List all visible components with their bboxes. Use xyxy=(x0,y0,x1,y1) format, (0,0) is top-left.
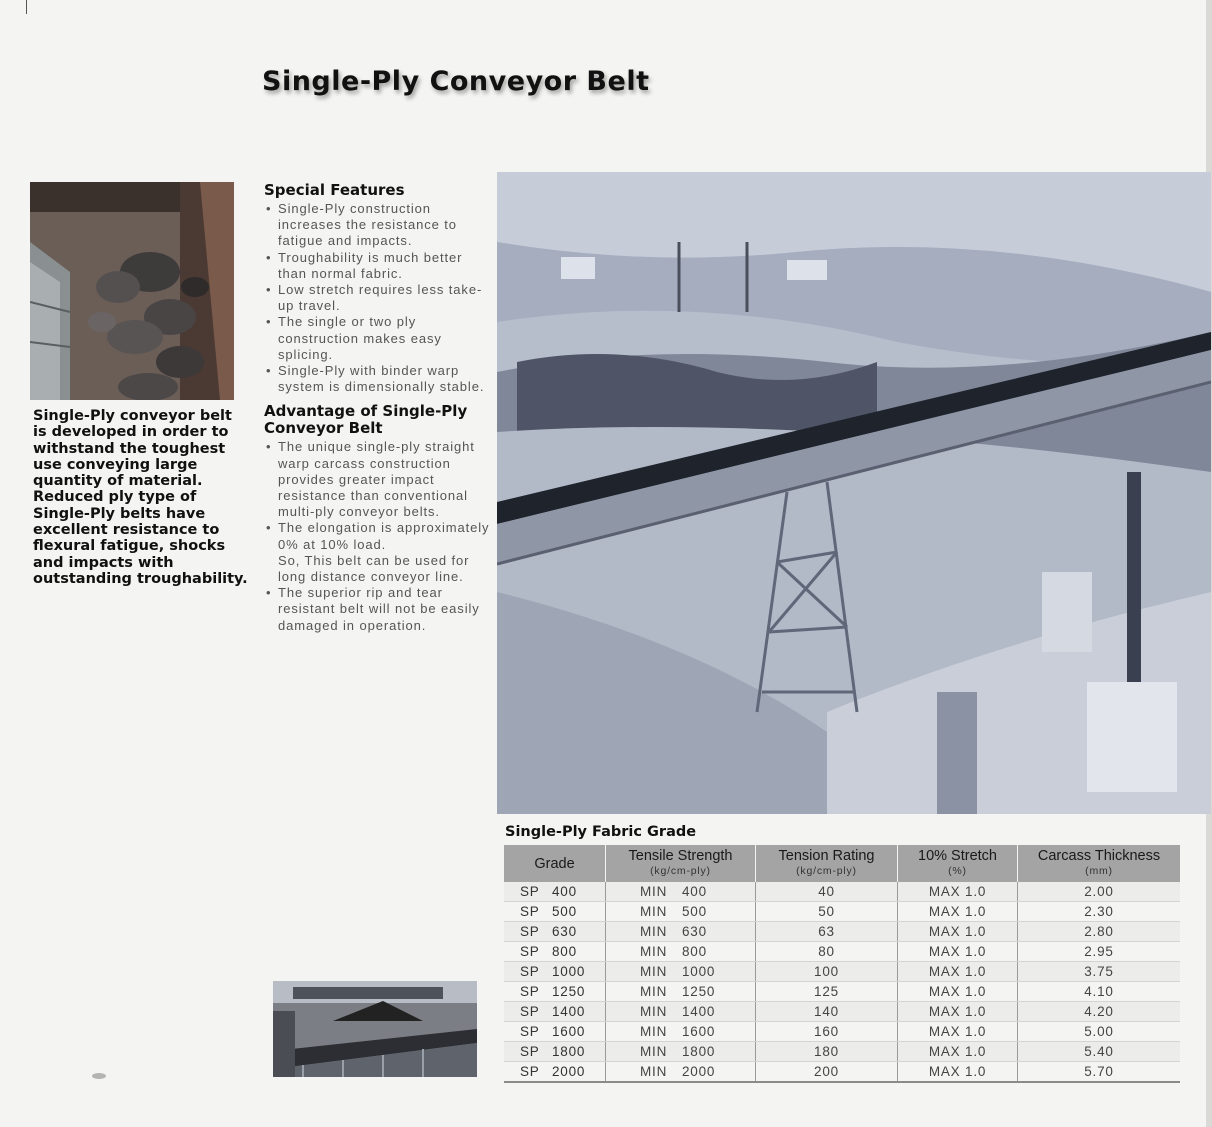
cell-stretch: MAX 1.0 xyxy=(898,882,1018,902)
cell-tensile-strength: MIN 1600 xyxy=(606,1022,756,1042)
cell-stretch: MAX 1.0 xyxy=(898,922,1018,942)
cell-stretch: MAX 1.0 xyxy=(898,1002,1018,1022)
cell-grade: SP 630 xyxy=(504,922,606,942)
cell-carcass-thickness: 2.30 xyxy=(1018,902,1181,922)
table-row xyxy=(504,982,1180,1002)
cell-carcass-thickness: 2.95 xyxy=(1018,942,1181,962)
cell-grade: SP 1600 xyxy=(504,1022,606,1042)
conveyor-line-photo xyxy=(273,981,477,1077)
cell-tensile-strength: MIN 630 xyxy=(606,922,756,942)
table-row xyxy=(504,1022,1180,1042)
cell-carcass-thickness: 5.00 xyxy=(1018,1022,1181,1042)
cell-stretch: MAX 1.0 xyxy=(898,1042,1018,1062)
cell-carcass-thickness: 5.40 xyxy=(1018,1042,1181,1062)
rocks-on-belt-photo xyxy=(30,182,234,400)
special-features-list xyxy=(264,201,492,395)
features-column xyxy=(264,182,492,642)
print-smudge xyxy=(92,1073,106,1079)
cell-grade: SP 1800 xyxy=(504,1042,606,1062)
table-row xyxy=(504,1042,1180,1062)
cell-tensile-strength: MIN 1250 xyxy=(606,982,756,1002)
cell-tension-rating: 125 xyxy=(756,982,898,1002)
table-header-row xyxy=(504,845,1180,882)
cell-carcass-thickness: 2.80 xyxy=(1018,922,1181,942)
feature-item: • Single-Ply with binder warp system is dimensionally stable. xyxy=(264,363,492,395)
header-carcass-thickness: Carcass Thickness (mm) xyxy=(1018,845,1181,882)
feature-item: • Low stretch requires less take-up travel. xyxy=(264,282,492,314)
header-tensile-strength: Tensile Strength (kg/cm-ply) xyxy=(606,845,756,882)
cell-tension-rating: 50 xyxy=(756,902,898,922)
cell-tensile-strength: MIN 1000 xyxy=(606,962,756,982)
cell-tensile-strength: MIN 2000 xyxy=(606,1062,756,1083)
table-title: Single-Ply Fabric Grade xyxy=(505,824,697,840)
crop-mark xyxy=(26,0,27,14)
feature-item: • Single-Ply construction increases the resistance to fatigue and impacts. xyxy=(264,201,492,250)
cell-grade: SP 1400 xyxy=(504,1002,606,1022)
cell-stretch: MAX 1.0 xyxy=(898,942,1018,962)
table-row xyxy=(504,1062,1180,1083)
cell-stretch: MAX 1.0 xyxy=(898,1062,1018,1083)
special-features-heading: Special Features xyxy=(264,181,405,199)
cell-carcass-thickness: 5.70 xyxy=(1018,1062,1181,1083)
cell-tension-rating: 63 xyxy=(756,922,898,942)
cell-tensile-strength: MIN 1800 xyxy=(606,1042,756,1062)
cell-grade: SP 1000 xyxy=(504,962,606,982)
advantages-list xyxy=(264,439,492,633)
cell-carcass-thickness: 4.10 xyxy=(1018,982,1181,1002)
cell-grade: SP 400 xyxy=(504,882,606,902)
cell-tension-rating: 140 xyxy=(756,1002,898,1022)
fabric-grade-table xyxy=(504,845,1180,1083)
cell-tensile-strength: MIN 500 xyxy=(606,902,756,922)
cell-tensile-strength: MIN 1400 xyxy=(606,1002,756,1022)
table-row xyxy=(504,902,1180,922)
cell-tension-rating: 40 xyxy=(756,882,898,902)
advantage-item: • The unique single-ply straight warp carcass construction provides greater impact resistance than conventional multi-ply conveyor belts. xyxy=(264,439,492,520)
advantages-heading: Advantage of Single-Ply Conveyor Belt xyxy=(264,402,468,438)
advantage-item: • The superior rip and tear resistant belt will not be easily damaged in operation. xyxy=(264,585,492,634)
table-row xyxy=(504,882,1180,902)
quarry-conveyor-photo xyxy=(497,172,1211,814)
header-grade: Grade xyxy=(504,845,606,882)
feature-item: • The single or two ply construction makes easy splicing. xyxy=(264,314,492,363)
cell-stretch: MAX 1.0 xyxy=(898,982,1018,1002)
cell-tension-rating: 160 xyxy=(756,1022,898,1042)
advantage-item xyxy=(264,520,492,585)
feature-item: • Troughability is much better than normal fabric. xyxy=(264,250,492,282)
cell-tensile-strength: MIN 400 xyxy=(606,882,756,902)
cell-tension-rating: 100 xyxy=(756,962,898,982)
table-row xyxy=(504,942,1180,962)
header-tension-rating: Tension Rating (kg/cm-ply) xyxy=(756,845,898,882)
advantage-extra-note: So, This belt can be used for long distance conveyor line. xyxy=(278,552,470,585)
table-row xyxy=(504,922,1180,942)
cell-stretch: MAX 1.0 xyxy=(898,1022,1018,1042)
header-stretch: 10% Stretch (%) xyxy=(898,845,1018,882)
cell-tension-rating: 80 xyxy=(756,942,898,962)
cell-grade: SP 2000 xyxy=(504,1062,606,1083)
page-title: Single-Ply Conveyor Belt xyxy=(262,66,650,97)
cell-grade: SP 1250 xyxy=(504,982,606,1002)
cell-stretch: MAX 1.0 xyxy=(898,962,1018,982)
cell-tensile-strength: MIN 800 xyxy=(606,942,756,962)
cell-grade: SP 800 xyxy=(504,942,606,962)
cell-carcass-thickness: 2.00 xyxy=(1018,882,1181,902)
table-row xyxy=(504,962,1180,982)
cell-tension-rating: 200 xyxy=(756,1062,898,1083)
intro-text: Single-Ply conveyor belt is developed in order to withstand the toughest use conveying large quantity of material. Reduced ply type of Single-Ply belts have excellent resistance to flexural fatigue, shocks and impacts with outstanding troughability. xyxy=(33,408,248,587)
table-row xyxy=(504,1002,1180,1022)
cell-carcass-thickness: 4.20 xyxy=(1018,1002,1181,1022)
cell-grade: SP 500 xyxy=(504,902,606,922)
advantage-item-text: The elongation is approximately 0% at 10% load. xyxy=(278,520,490,552)
cell-stretch: MAX 1.0 xyxy=(898,902,1018,922)
cell-tension-rating: 180 xyxy=(756,1042,898,1062)
cell-carcass-thickness: 3.75 xyxy=(1018,962,1181,982)
